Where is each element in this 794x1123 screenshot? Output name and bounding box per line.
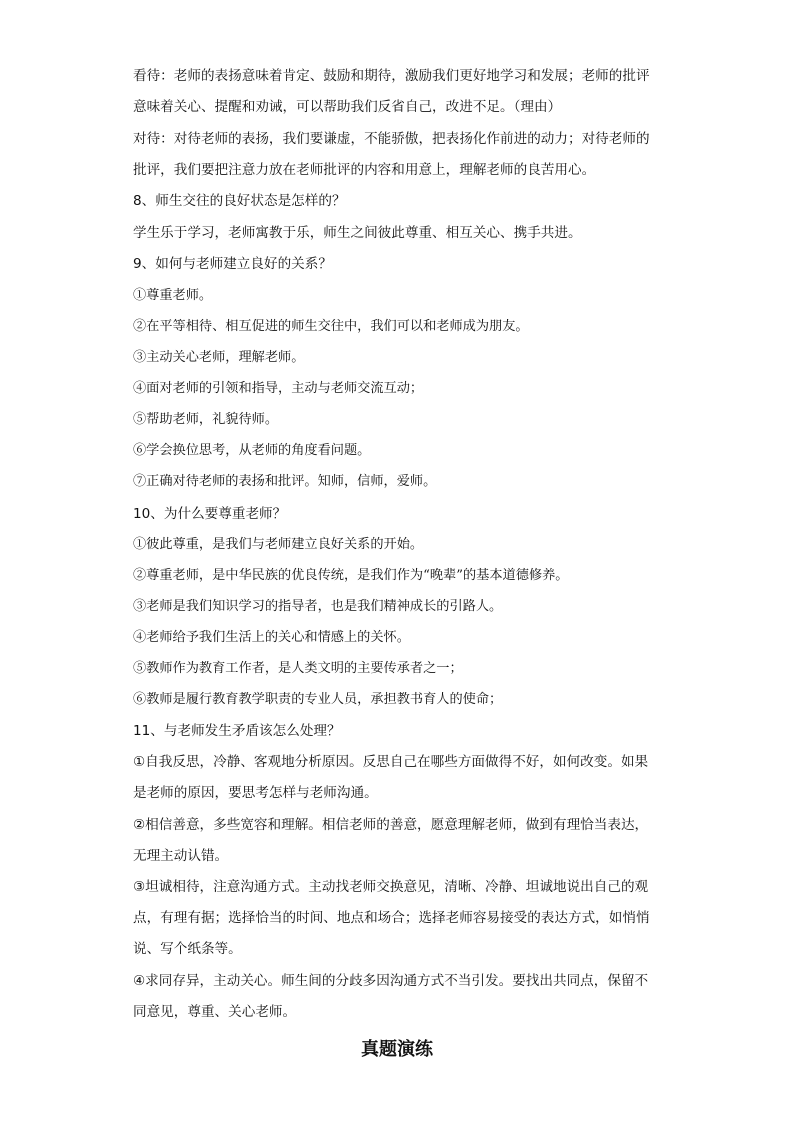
text-line: ④求同存异，主动关心。师生间的分歧多因沟通方式不当引发。要找出共同点，保留不 bbox=[133, 973, 649, 989]
list-item: ②在平等相待、相互促进的师生交往中，我们可以和老师成为朋友。 bbox=[133, 319, 529, 334]
question-heading-11: 11、与老师发生矛盾该怎么处理？ bbox=[133, 723, 341, 739]
text-line: 无理主动认错。 bbox=[133, 848, 229, 864]
question-heading-9: 9、如何与老师建立良好的关系？ bbox=[133, 256, 332, 272]
text-line: 学生乐于学习，老师寓教于乐，师生之间彼此尊重、相互关心、携手共进。 bbox=[133, 225, 582, 241]
list-item: ⑥教师是履行教育教学职责的专业人员，承担教书育人的使命； bbox=[133, 692, 503, 707]
list-item: ②尊重老师，是中华民族的优良传统，是我们作为“晚辈”的基本道德修养。 bbox=[133, 568, 569, 583]
text-line: 点，有理有据；选择恰当的时间、地点和场合；选择老师容易接受的表达方式，如悄悄 bbox=[133, 910, 650, 926]
question-heading-8: 8、师生交往的良好状态是怎样的？ bbox=[133, 193, 346, 209]
list-item: ⑥学会换位思考，从老师的角度看问题。 bbox=[133, 443, 371, 458]
list-item: ⑤帮助老师，礼貌待师。 bbox=[133, 412, 279, 427]
list-item: ④老师给予我们生活上的关心和情感上的关怀。 bbox=[133, 630, 410, 645]
text-line: 是老师的原因，要思考怎样与老师沟通。 bbox=[133, 785, 378, 801]
text-line: 同意见，尊重、关心老师。 bbox=[133, 1004, 297, 1020]
list-item: ③主动关心老师，理解老师。 bbox=[133, 350, 305, 365]
list-item: ④面对老师的引领和指导，主动与老师交流互动； bbox=[133, 381, 424, 396]
text-line: 意味着关心、提醒和劝诫，可以帮助我们反省自己，改进不足。（理由） bbox=[133, 99, 562, 115]
text-line: 说、写个纸条等。 bbox=[133, 941, 242, 957]
text-line: 看待：老师的表扬意味着肯定、鼓励和期待，激励我们更好地学习和发展；老师的批评 bbox=[133, 68, 650, 84]
text-line: ①自我反思，冷静、客观地分析原因。反思自己在哪些方面做得不好，如何改变。如果 bbox=[133, 754, 649, 770]
text-line: 批评，我们要把注意力放在老师批评的内容和用意上，理解老师的良苦用心。 bbox=[133, 162, 596, 178]
list-item: ③老师是我们知识学习的指导者，也是我们精神成长的引路人。 bbox=[133, 599, 503, 614]
question-heading-10: 10、为什么要尊重老师？ bbox=[133, 506, 287, 522]
list-item: ⑤教师作为教育工作者，是人类文明的主要传承者之一； bbox=[133, 661, 463, 676]
list-item: ⑦正确对待老师的表扬和批评。知师，信师，爱师。 bbox=[133, 474, 437, 489]
text-line: ③坦诚相待，注意沟通方式。主动找老师交换意见，清晰、冷静、坦诚地说出自己的观 bbox=[133, 879, 649, 895]
section-title: 真题演练 bbox=[361, 1039, 433, 1060]
text-line: 对待：对待老师的表扬，我们要谦虚，不能骄傲，把表扬化作前进的动力；对待老师的 bbox=[133, 131, 650, 147]
list-item: ①尊重老师。 bbox=[133, 288, 213, 303]
list-item: ①彼此尊重，是我们与老师建立良好关系的开始。 bbox=[133, 537, 424, 552]
text-line: ②相信善意，多些宽容和理解。相信老师的善意，愿意理解老师，做到有理恰当表达， bbox=[133, 817, 649, 833]
